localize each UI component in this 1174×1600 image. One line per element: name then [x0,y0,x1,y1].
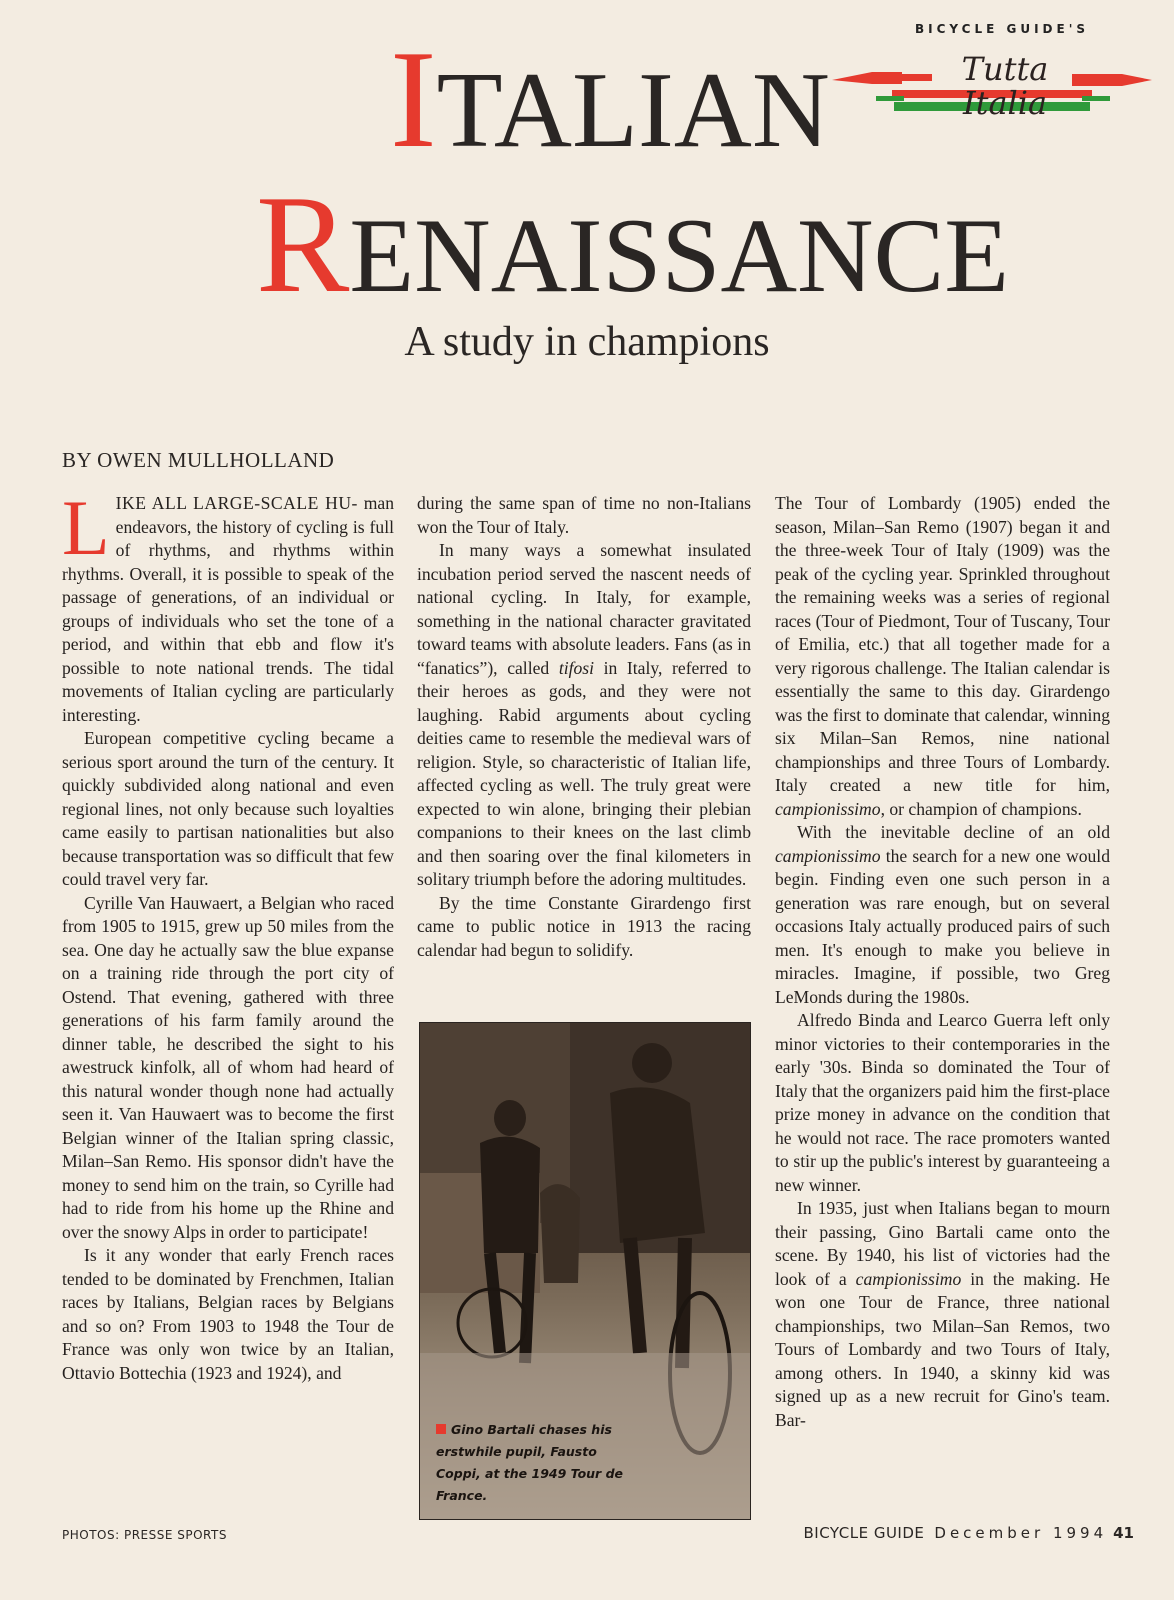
italic-term: campionissimo [855,1268,962,1289]
paragraph [775,821,1110,1009]
paragraph: Is it any wonder that early French races tended to be dominated by Frenchmen, Italian races by Italians, Belgian races by Belgians and so on? From 1903 to 1948 the Tour de France was only won twice by an Italian, Ottavio Bottechia (1923 and 1924), and [62,1245,394,1383]
italic-term: tifosi [558,657,595,678]
paragraph [775,492,1110,821]
paragraph-text: The Tour of Lombardy (1905) ended the season, Milan–San Remo (1907) began it and the three-week Tour of Italy (1909) was the peak of the cycling year. Sprinkled throughout the remaining weeks was a series of regional races (Tour of Piedmont, Tour of Tuscany, Tour of Emilia, etc.) that all together made for a very rigorous challenge. The Italian calendar is essentially the same to this day. Girardengo was the first to dominate that calendar, winning six Milan–San Remos, nine national championships and three Tours of Lombardy. Italy created a new title for him, [775,493,1110,795]
article-column-2 [417,492,751,962]
paragraph-text: , or champion of champions. [880,798,1082,819]
logo-top-text: BICYCLE GUIDE'S [914,22,1090,36]
paragraph: European competitive cycling became a serious sport around the turn of the century. It quickly subdivided along national and even regional lines, not only because such loyalties came easily to partisan nationalities but also because transportation was so difficult that few could travel very far. [62,728,394,889]
article-column-1 [62,484,394,1385]
paragraph-text: in the making. He won one Tour de France, three national championships, two Milan–San Remos, two Tours of Lombardy and two Tours of Italy, among others. In 1940, a skinny kid was signed up as a new recruit for Gino's team. Bar- [775,1268,1110,1430]
title-line1-rest: TALIAN [436,51,830,170]
magazine-name: BICYCLE GUIDE [803,1524,925,1542]
title-initial-r: R [256,167,350,322]
issue-date: December 1994 [934,1524,1108,1542]
paragraph-text: In 1935, just when Italians began to mourn their passing, Gino Bartali came onto the scene. By 1940, his list of victories had the look of a [775,1198,1110,1289]
paragraph-text: In many ways a somewhat insulated incubation period served the nascent needs of national cycling. In Italy, for example, something in the national character gravitated toward teams with absolute leaders. Fans (as in “fanatics”), called [417,540,751,678]
title-initial-i: I [390,22,437,177]
subtitle: A study in champions [404,319,770,365]
photo-caption [436,1419,626,1507]
italic-term: campionissimo [775,798,881,819]
lead-in: IKE ALL LARGE-SCALE HU- [115,493,358,513]
photo-credit: PHOTOS: PRESSE SPORTS [62,1528,227,1542]
paragraph: Cyrille Van Hauwaert, a Belgian who raced from 1905 to 1915, grew up 50 miles from the sea. One day he actually saw the blue expanse on a training ride through the port city of Ostend. That evening, gathered with three generations of his farm family around the dinner table, he described the sight to his awestruck kinfolk, all of whom had heard of this natural wonder though none had actually seen it. Van Hauwaert was to become the first Belgian winner of the Italian spring classic, Milan–San Remo. His sponsor didn't have the money to send him on the train, so Cyrille had had to ride from his home up the Rhine and over the snowy Alps in order to participate! [62,892,394,1242]
paragraph [62,484,394,727]
logo-script-line1: Tutta [961,50,1049,88]
byline: BY OWEN MULLHOLLAND [62,448,335,472]
paragraph-text: With the inevitable decline of an old [797,822,1110,842]
paragraph: Alfredo Binda and Learco Guerra left only minor victories to their contemporaries in the early '30s. Binda so dominated the Tour of Italy that the organizers paid him the first-place prize money in advance on the condition that he would not race. The race promoters wanted to stir up the public's interest by guaranteeing a new winner. [775,1010,1110,1195]
paragraph-text: man endeavors, the history of cycling is full of rhythms, and rhythms within rhythms. Overall, it is possible to speak of the passage of generations, of an individual or groups of individuals who set the tone of a period, and within that ebb and flow it's possible to note national trends. The tidal movements of Italian cycling are particularly interesting. [62,493,394,725]
drop-cap: L [62,484,110,571]
article-column-3 [775,492,1110,1432]
title-line2-rest: ENAISSANCE [349,197,1009,314]
caption-text: Gino Bartali chases his erstwhile pupil, Fausto Coppi, at the 1949 Tour de France. [436,1422,623,1503]
paragraph: during the same span of time no non-Italians won the Tour of Italy. [417,493,751,537]
folio [803,1524,1134,1542]
paragraph [417,539,751,892]
paragraph: By the time Constante Girardengo first came to public notice in 1913 the racing calendar had begun to solidify. [417,892,751,960]
logo-script [940,52,1070,120]
paragraph-text: the search for a new one would begin. Finding even one such person in a generation was rare enough, but on several occasions Italy actually produced pairs of such men. It's enough to make you believe in miracles. Imagine, if possible, two Greg LeMonds during the 1980s. [775,845,1110,1007]
tutta-italia-logo [832,10,1152,160]
logo-script-line2: Italia [962,84,1048,122]
paragraph [775,1197,1110,1432]
italic-term: campionissimo [775,845,881,866]
page-number: 41 [1113,1524,1134,1542]
paragraph-text: in Italy, referred to their heroes as gods, and they were not laughing. Rabid arguments about cycling deities came to resemble the medieval wars of religion. Style, so characteristic of Italian life, affected cycling as well. The truly great were expected to win alone, bringing their plebian companions to their knees on the last climb and then soaring over the final kilometers in solitary triumph before the adoring multitudes. [417,657,751,889]
photo-bartali-coppi [419,1022,751,1520]
caption-marker [436,1424,446,1434]
